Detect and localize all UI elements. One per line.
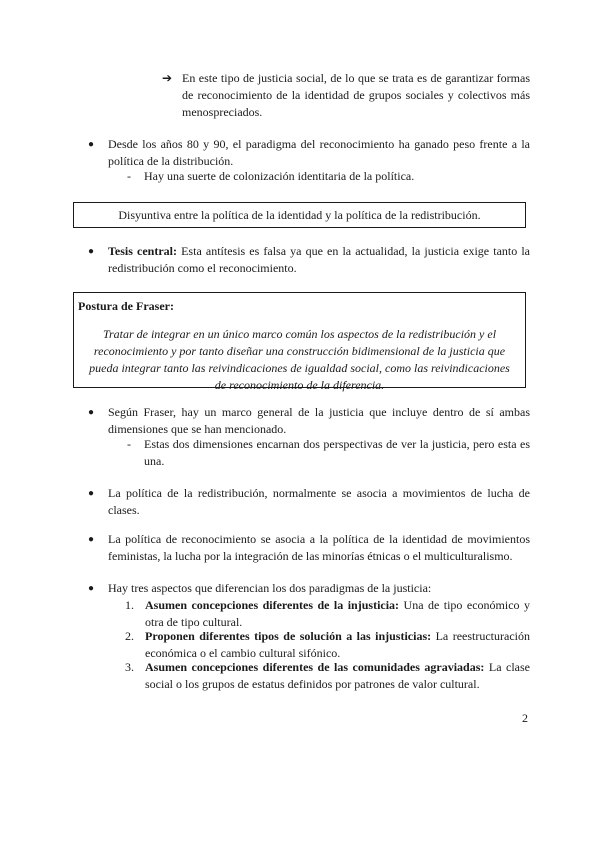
bullet-item-6 [88, 580, 530, 597]
bullet-item-3 [88, 404, 530, 438]
page-number: 2 [522, 711, 528, 725]
item-heading: Proponen diferentes tipos de solución a las injusticias: [145, 629, 432, 643]
arrow-item-text: En este tipo de justicia social, de lo que se trata es de garantizar formas de reconocimiento de la identidad de grupos sociales y colectivos más menospreciados. [182, 71, 530, 119]
bullet-text: La política de la redistribución, normalmente se asocia a movimientos de lucha de clases. [108, 486, 530, 517]
numbered-item-3 [125, 659, 530, 693]
bullet-text: Según Fraser, hay un marco general de la justicia que incluye dentro de sí ambas dimensiones que se han mencionado. [108, 405, 530, 436]
bullet-icon: ● [88, 488, 95, 499]
bullet-icon: ● [88, 246, 95, 257]
item-number: 1. [125, 598, 134, 612]
item-heading: Asumen concepciones diferentes de las comunidades agraviadas: [145, 660, 485, 674]
bullet-icon: ● [88, 407, 95, 418]
bullet-item-5 [88, 531, 530, 565]
bullet-text: Esta antítesis es falsa ya que en la actualidad, la justicia exige tanto la redistribución como el reconocimiento. [108, 244, 530, 275]
sub-item-3 [127, 436, 530, 470]
bullet-text: Desde los años 80 y 90, el paradigma del reconocimiento ha ganado peso frente a la política de la distribución. [108, 137, 530, 168]
fraser-quote: Tratar de integrar en un único marco común los aspectos de la redistribución y el reconocimiento y por tanto diseñar una construcción bidimensional de la justicia que pueda integrar tanto las reivindicaciones de igualdad social, como las reivindicaciones de reconocimiento de la diferencia. [89, 327, 510, 392]
item-number: 3. [125, 660, 134, 674]
numbered-item-1 [125, 597, 530, 631]
dash-icon: - [127, 169, 131, 183]
item-heading: Asumen concepciones diferentes de la injusticia: [145, 598, 400, 612]
bullet-text: La política de reconocimiento se asocia a la política de la identidad de movimientos feministas, la lucha por la integración de las minorías étnicas o el multiculturalismo. [108, 532, 530, 563]
sub-item-1 [127, 168, 530, 185]
arrow-right-icon: ➔ [162, 71, 173, 85]
numbered-item-2 [125, 628, 530, 662]
item-number: 2. [125, 629, 134, 643]
bullet-icon: ● [88, 583, 95, 594]
bullet-item-4 [88, 485, 530, 519]
fraser-position-box [73, 292, 526, 392]
dash-icon: - [127, 437, 131, 451]
box-title: Postura de Fraser: [78, 299, 174, 313]
bullet-item-1 [88, 136, 530, 170]
sub-item-text: Estas dos dimensiones encarnan dos perspectivas de ver la justicia, pero esta es una. [144, 437, 530, 468]
item-text: La clase social o los grupos de estatus definidos por patrones de valor cultural. [145, 660, 530, 691]
item-text: Una de tipo económico y otra de tipo cultural. [145, 598, 530, 629]
bullet-text: Hay tres aspectos que diferencian los dos paradigmas de la justicia: [108, 581, 432, 595]
disjunction-box: Disyuntiva entre la política de la identidad y la política de la redistribución. [73, 202, 526, 228]
bullet-icon: ● [88, 139, 95, 150]
arrow-list-item [162, 70, 530, 121]
thesis-label: Tesis central: [108, 244, 177, 258]
bullet-icon: ● [88, 534, 95, 545]
sub-item-text: Hay una suerte de colonización identitaria de la política. [144, 169, 415, 183]
bullet-item-2 [88, 243, 530, 277]
item-text: La reestructuración económica o el cambio cultural sifónico. [145, 629, 530, 660]
